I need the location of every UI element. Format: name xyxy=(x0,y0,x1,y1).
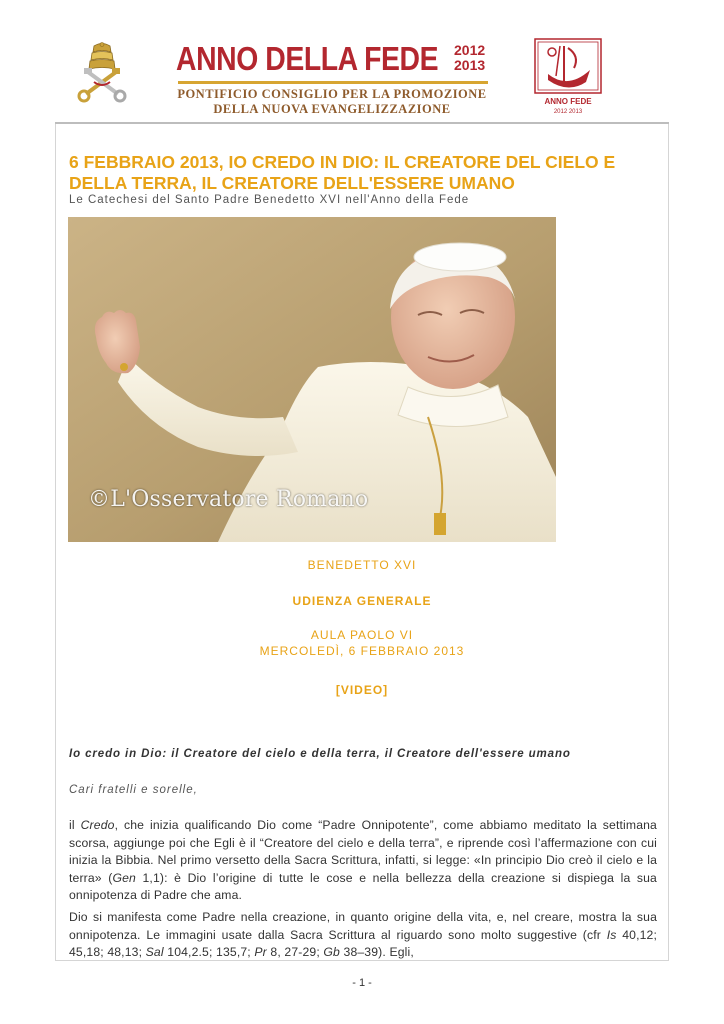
greeting: Cari fratelli e sorelle, xyxy=(69,784,198,796)
paragraph-2-text: 40,12; 45,18; 48,13; xyxy=(69,927,657,959)
paragraph-2-text: 104,2.5; 135,7; xyxy=(163,945,255,959)
paragraph-2-citation: Is xyxy=(606,927,617,942)
event-date: MERCOLEDÌ, 6 FEBBRAIO 2013 xyxy=(259,644,465,658)
brand-divider xyxy=(178,81,488,84)
paragraph-2-text: 8, 27-29; xyxy=(266,945,324,959)
video-link[interactable]: [VIDEO] xyxy=(335,683,389,697)
article-title: 6 FEBBRAIO 2013, IO CREDO IN DIO: IL CREATORE DEL CIELO E DELLA TERRA, IL CREATORE DELL'ESSERE UMANO xyxy=(69,152,616,193)
brand-title: ANNO DELLA FEDE xyxy=(176,40,439,77)
paragraph-2 xyxy=(69,909,657,962)
brand-year-start: 2012 xyxy=(454,42,486,58)
event-name: UDIENZA GENERALE xyxy=(292,594,432,608)
svg-text:2012 2013: 2012 2013 xyxy=(553,109,583,115)
pope-photo xyxy=(68,217,556,542)
catechesis-heading: Io credo in Dio: il Creatore del cielo e della terra, il Creatore dell'essere umano xyxy=(69,748,571,760)
photo-copyright-caption: ©L'Osservatore Romano xyxy=(88,487,369,512)
speaker-name: BENEDETTO XVI xyxy=(307,558,417,572)
paragraph-2-text: 38–39). Egli, xyxy=(339,945,414,959)
brand-years xyxy=(454,43,494,73)
paragraph-1-text: il xyxy=(69,818,81,832)
paragraph-2-citation: Pr xyxy=(254,945,267,959)
frame-top-rule xyxy=(55,122,669,124)
brand-subtitle-line-1: PONTIFICIO CONSIGLIO PER LA PROMOZIONE xyxy=(177,87,487,101)
svg-text:ANNO FEDE: ANNO FEDE xyxy=(544,97,592,106)
event-place: AULA PAOLO VI xyxy=(310,628,414,642)
brand-year-end: 2013 xyxy=(454,57,486,73)
brand-subtitle-line-2: DELLA NUOVA EVANGELIZZAZIONE xyxy=(213,102,451,116)
brand-banner xyxy=(176,40,494,120)
page-header xyxy=(0,0,724,120)
year-of-faith-logo-icon xyxy=(534,38,602,118)
paragraph-2-text: Dio si manifesta come Padre nella creazione, in quanto origine della vita, e, nel creare, mostra la sua onnipotenza. Le immagini usate dalla Sacra Scrittura al riguardo sono molto suggestive (cfr xyxy=(69,910,657,942)
event-location-date xyxy=(69,627,655,659)
papal-crest-icon xyxy=(72,42,132,104)
page-number: - 1 - xyxy=(352,977,372,989)
paragraph-1-text: , che inizia qualificando Dio come “Padre Onnipotente”, come abbiamo meditato la settimana scorsa, aggiunge poi che Egli è il “Creatore del cielo e della terra”, e riprende così l’affermazione con cui inizia la Bibbia. Nel primo versetto della Sacra Scrittura, infatti, si legge: «In principio Dio creò il cielo e la terra» ( xyxy=(69,818,657,885)
paragraph-2-citation: Sal xyxy=(145,945,164,959)
paragraph-1-emphasis: Credo xyxy=(80,818,115,832)
article-subtitle: Le Catechesi del Santo Padre Benedetto XVI nell'Anno della Fede xyxy=(69,194,470,206)
paragraph-1 xyxy=(69,817,657,905)
paragraph-2-citation: Gb xyxy=(323,945,340,959)
paragraph-1-citation: Gen xyxy=(112,870,136,885)
paragraph-1-text: 1,1): è Dio l’origine di tutte le cose e nella bellezza della creazione si dispiega la sua onnipotenza di Padre che ama. xyxy=(69,870,657,902)
